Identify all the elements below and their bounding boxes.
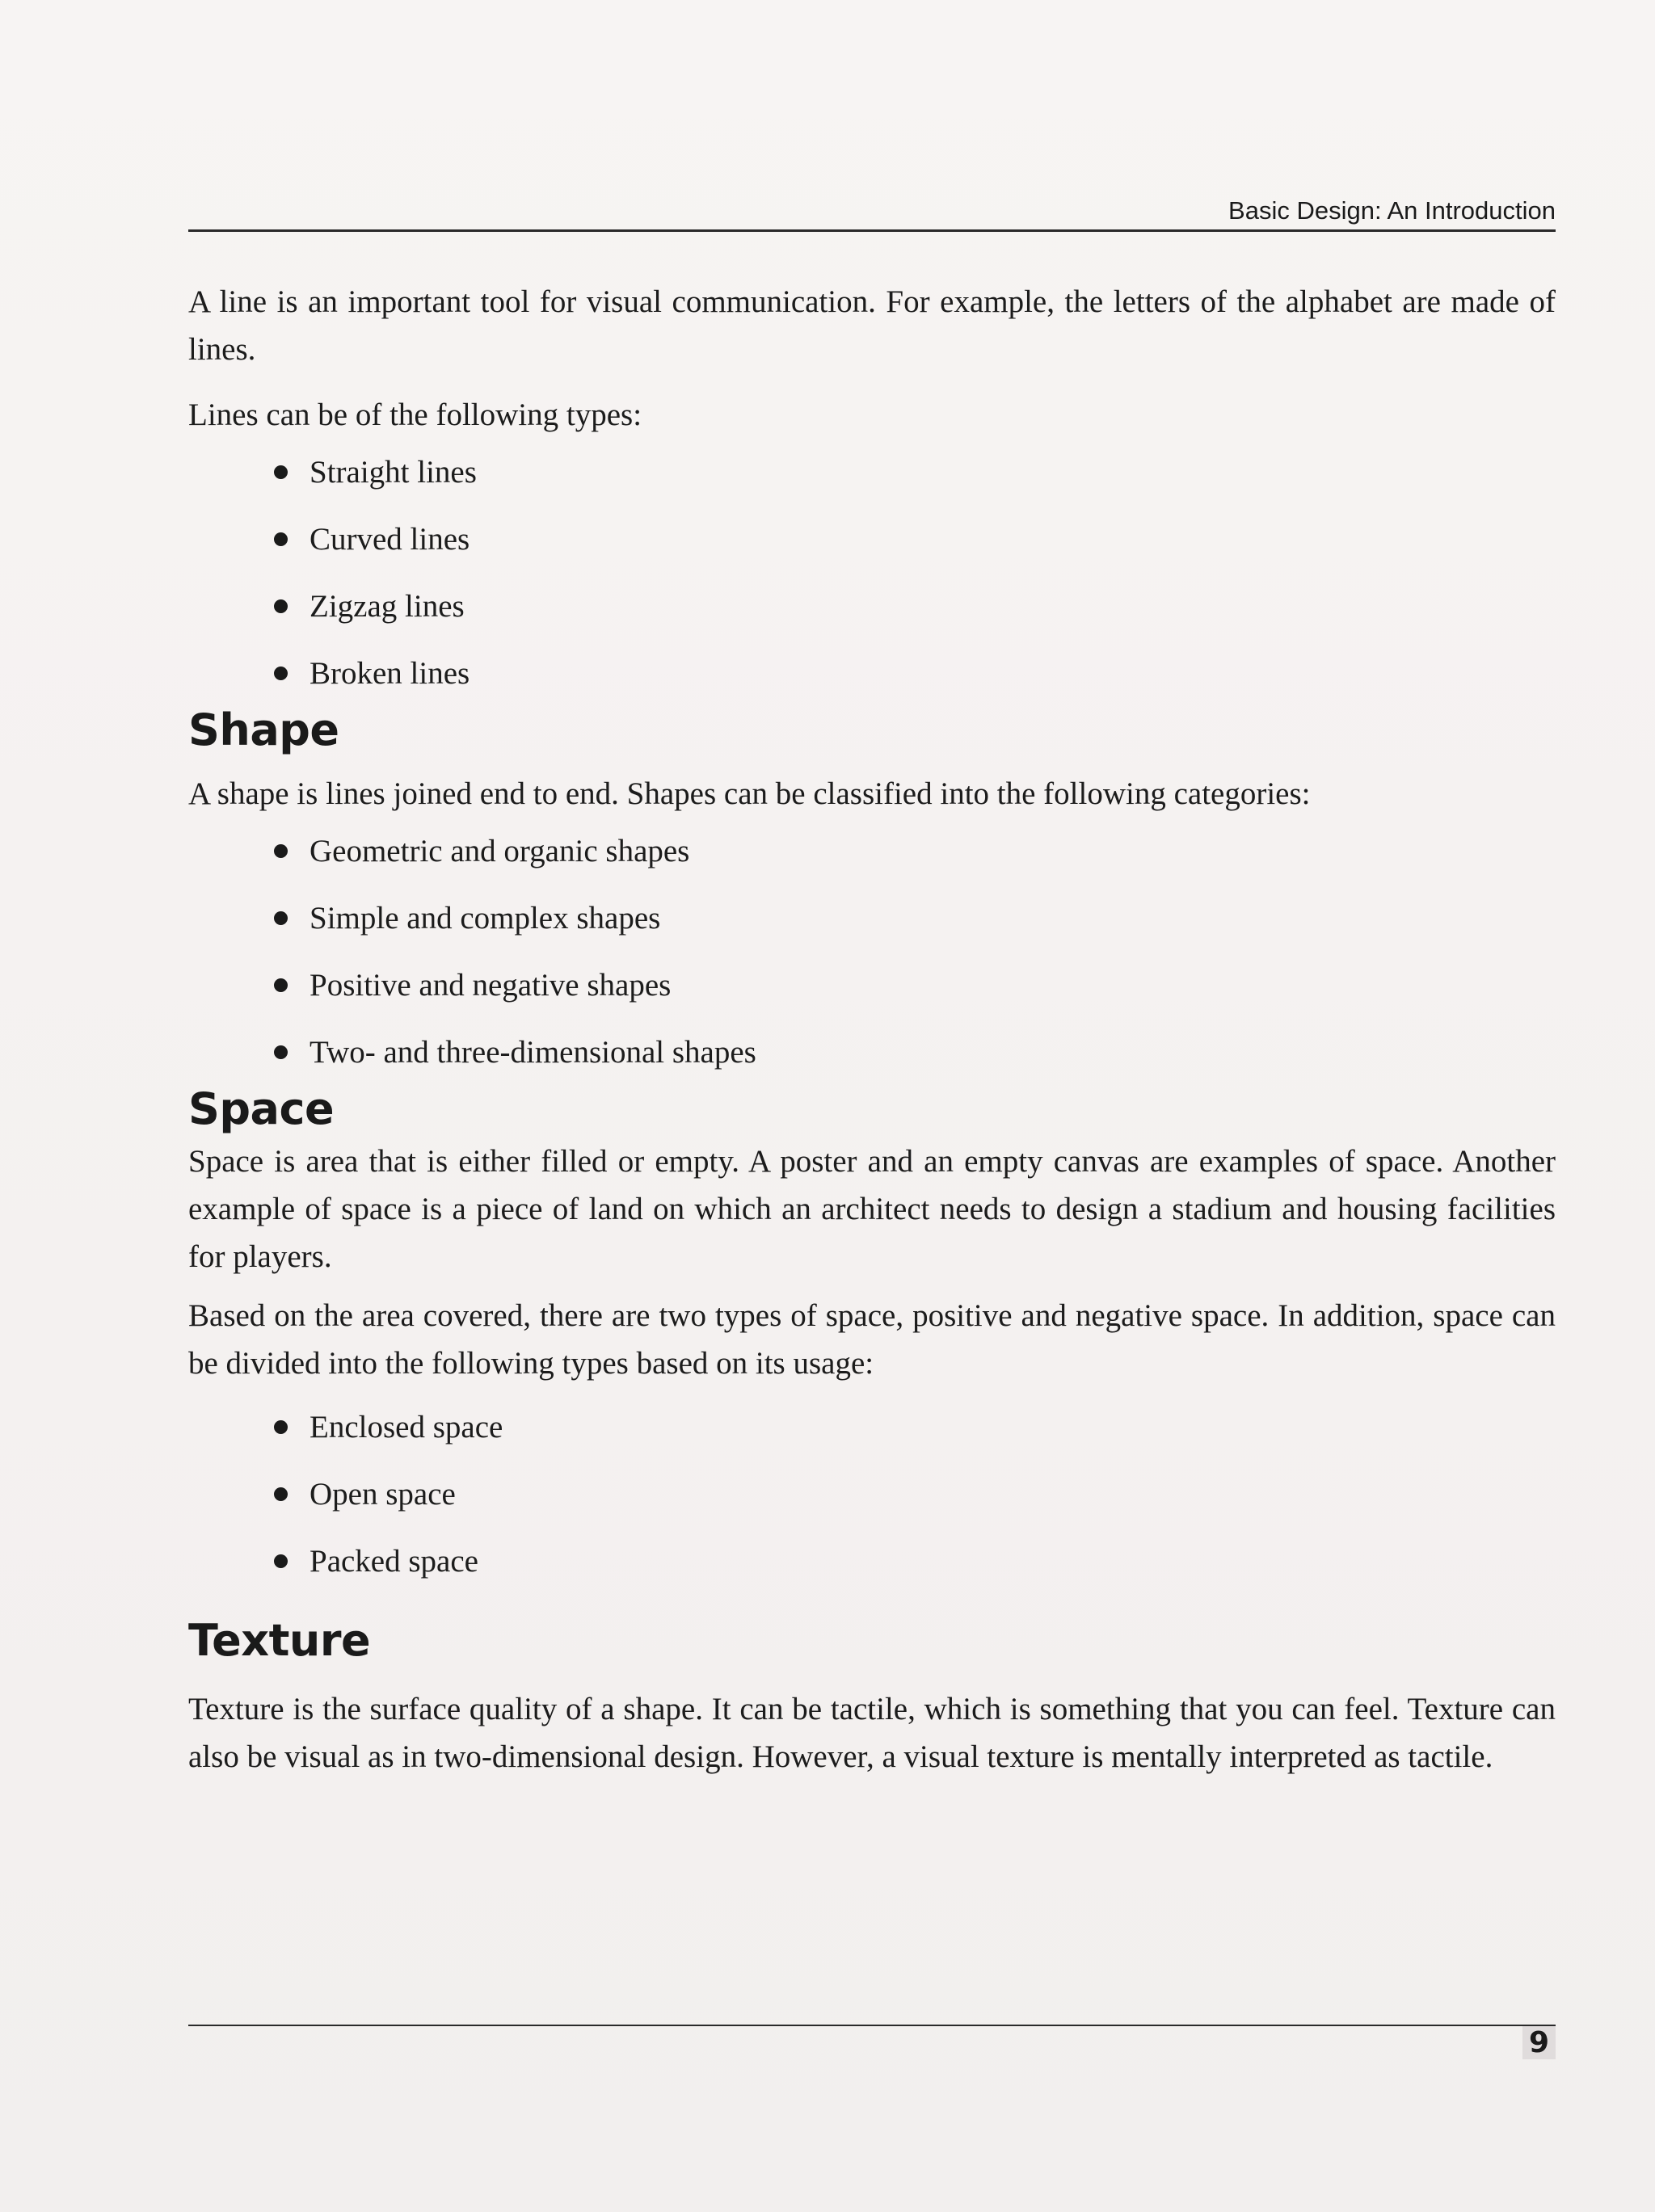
line-types-intro: Lines can be of the following types: xyxy=(188,397,642,432)
list-item: Enclosed space xyxy=(188,1394,1556,1461)
main-content xyxy=(188,278,1556,1781)
footer-rule xyxy=(188,2025,1556,2026)
bullet-icon xyxy=(274,667,288,680)
list-item: Two- and three-dimensional shapes xyxy=(188,1019,1556,1086)
list-item: Open space xyxy=(188,1461,1556,1528)
bullet-icon xyxy=(274,978,288,992)
bullet-icon xyxy=(274,599,288,613)
bullet-icon xyxy=(274,1420,288,1434)
bullet-icon xyxy=(274,1045,288,1059)
space-paragraph-1: Space is area that is either filled or empty. A poster and an empty canvas are examples of space. Another example of space is a piece of land on which an architect needs to design a stadium and housing facilities for players. xyxy=(188,1144,1556,1274)
line-paragraph: A line is an important tool for visual communication. For example, the letters of the alphabet are made of lines. xyxy=(188,284,1556,367)
list-item: Broken lines xyxy=(188,640,1556,707)
list-item: Simple and complex shapes xyxy=(188,885,1556,952)
shape-heading: Shape xyxy=(188,704,339,755)
list-item: Geometric and organic shapes xyxy=(188,818,1556,885)
list-item: Straight lines xyxy=(188,439,1556,506)
bullet-icon xyxy=(274,1487,288,1501)
header-rule xyxy=(188,229,1556,232)
bullet-icon xyxy=(274,911,288,925)
bullet-icon xyxy=(274,532,288,546)
space-list xyxy=(188,1394,1556,1595)
list-item: Curved lines xyxy=(188,506,1556,573)
texture-paragraph: Texture is the surface quality of a shape. It can be tactile, which is something that you can feel. Texture can also be visual as in two-dimensional design. However, a visual texture is mentally interpreted as tactile. xyxy=(188,1692,1556,1774)
texture-heading: Texture xyxy=(188,1615,371,1666)
page-number: 9 xyxy=(1522,2026,1556,2059)
bullet-icon xyxy=(274,1554,288,1568)
space-heading: Space xyxy=(188,1083,335,1134)
bullet-icon xyxy=(274,465,288,479)
shape-paragraph: A shape is lines joined end to end. Shapes can be classified into the following categories: xyxy=(188,776,1311,811)
space-paragraph-2: Based on the area covered, there are two types of space, positive and negative space. In addition, space can be divided into the following types based on its usage: xyxy=(188,1298,1556,1381)
bullet-icon xyxy=(274,844,288,858)
shape-list xyxy=(188,818,1556,1086)
list-item: Zigzag lines xyxy=(188,573,1556,640)
line-types-list xyxy=(188,439,1556,707)
list-item: Positive and negative shapes xyxy=(188,952,1556,1019)
list-item: Packed space xyxy=(188,1528,1556,1595)
running-header xyxy=(188,196,1556,230)
header-title: Basic Design: An Introduction xyxy=(1228,196,1556,225)
